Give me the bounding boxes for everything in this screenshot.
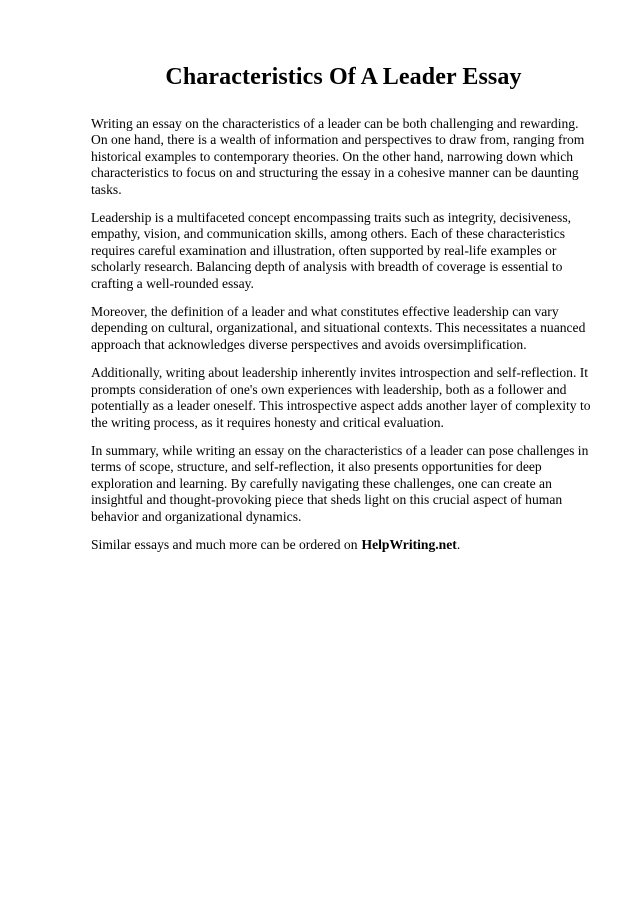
paragraph-summary: In summary, while writing an essay on the characteristics of a leader can pose challenges in terms of scope, structure, and self-reflection, it also presents opportunities for deep exploration and learning. By carefully navigating these challenges, one can create an insightful and thought-provoking piece that sheds light on this crucial aspect of human behavior and organizational dynamics. [91, 442, 589, 524]
helpwriting-link[interactable]: HelpWriting.net [361, 536, 457, 552]
closing-line [91, 537, 598, 553]
paragraph-definition-context: Moreover, the definition of a leader and what constitutes effective leadership can vary depending on cultural, organizational, and situational contexts. This necessitates a nuanced approach that acknowledges diverse perspectives and avoids oversimplification. [91, 304, 586, 352]
closing-text: Similar essays and much more can be ordered on [91, 536, 358, 552]
document-title: Characteristics Of A Leader Essay [165, 64, 522, 90]
paragraph-leadership-traits: Leadership is a multifaceted concept encompassing traits such as integrity, decisiveness, empathy, vision, and communication skills, among others. Each of these characteristics requires careful examination and illustration, often supported by real-life examples or scholarly research. Balancing depth of analysis with breadth of coverage is essential to crafting a well-rounded essay. [91, 210, 572, 291]
closing-suffix: . [456, 536, 461, 552]
paragraph-self-reflection: Additionally, writing about leadership inherently invites introspection and self-reflection. It prompts consideration of one's own experiences with leadership, both as a follower and potentially as a leader oneself. This introspective aspect adds another layer of complexity to the writing process, as it requires honesty and critical evaluation. [91, 365, 591, 430]
paragraph-intro: Writing an essay on the characteristics of a leader can be both challenging and rewarding. On one hand, there is a wealth of information and perspectives to draw from, ranging from historical examples to contemporary theories. On the other hand, narrowing down which characteristics to focus on and structuring the essay in a cohesive manner can be daunting tasks. [91, 116, 585, 197]
